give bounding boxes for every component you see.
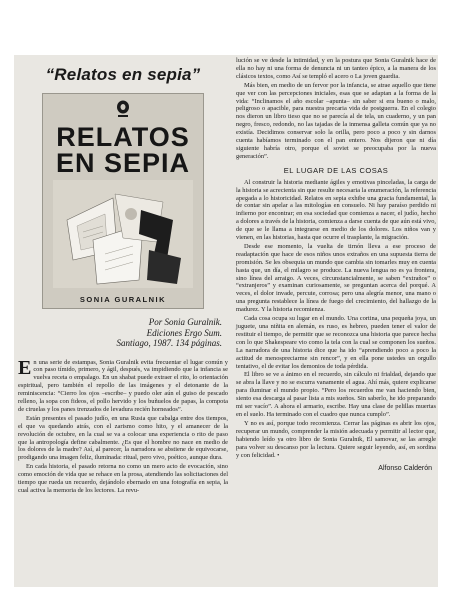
drop-cap: E [18, 356, 32, 379]
article-title: “Relatos en sepia” [45, 65, 201, 84]
paragraph: Más bien, en medio de un fervor por la infancia, se atrae aquello que tiene que ver con las percepciones iniciales, esas que se adaptan a la forma de la vida: “Inclinamos el año escolar –apunta– sin saber si era bueno o malo, peligroso o apacible, para nuestra precaria vida de postguerra. En el colegio nos dieron un libro tieso que no se parecía al de tela, un cuaderno, y un pan negro, fresco, redondo, no las tajadas de la inmensa galleta común que ya no existía. Decidimos conservar solo la orilla, pero poco a poco y sin darnos cuenta habíamos terminado con el pan entero. Nos dijeron que ni día siguiente habría otro, porque el soviet se preocupaba por la nueva generación”. [236, 81, 436, 160]
book-cover [42, 93, 204, 309]
author-signature: Alfonso Calderón [378, 465, 432, 473]
paragraph: Al construir la historia mediante ágiles y emotivas pinceladas, la carga de la historia se acrecienta sin que resulte necesaria la enumeración, la referencia apegada a lo historicidad. Relatos en sepia exhibe una gracia fundamental, la de contar sin apelar a las mitologías en consuelo. Ni hay paraíso perdido ni infierno por encontrar; en esa sociedad que comienza a nacer, el judío, hecho a dolores a través de la historia, comienza a darse cuenta de que aún está vivo, de que se le llama a integrarse en medio de los dolores. Los niños van y vienen, en las historias, hasta que ocurre el trasplante, la migración. [236, 178, 436, 242]
paragraph: En una serie de estampas, Sonia Guralnik evita frecuentar el lugar común y con paso tímido, primero, y ágil, después, va impidiendo que la infancia se vuelva receta o empalago. En un shabat puede extraer el rito, lo orientación espiritual, pero también el repollo de las imágenes y el detonante de la reminiscencia: “Cierro los ojos –escribe– y puedo oler aún el guiso de pescado relleno, la sopa con fideos, el pollo hervido y los buñuelos de papas, la compota de ciruelas y los panes trenzados de levadura recién horneados”. [18, 356, 228, 413]
paragraph: Desde ese momento, la vuelta de tirnón lleva a ese proceso de readaptación que hace de esos niños unos extraños en una supuesta tierra de promisión. Se les obsequia un mundo que cambia sin tomarles muy en cuenta hasta que, un día, el milagro se produce. La nueva lengua no es ya frontera, sino línea del arraigo. A veces, circunstancialmente, se saben “extraños” o “extranjeros” y examinan curiosamente, se preguntan acerca del porqué. A veces, el dolor invade, percute, corrosa; pero una alegría menor, una mano o una pregunta restablece la línea de fuego del crecimiento, del hallazgo de la madurez. Y la historia recomienza. [236, 242, 436, 314]
paragraph: lución se ve desde la intimidad, y en la postura que Sonia Guralnik hace de ella no hay ni una forma de denuncia ni un tanteo épico, a la manera de los clásicos textos, como Así se templó el acero o La joven guardia. [236, 57, 436, 80]
magazine-page [14, 55, 438, 587]
publisher-logo-icon [115, 100, 131, 120]
paragraph: Y no es así, porque todo recomienza. Cerrar las páginas es abrir los ojos, recuperar un mundo, comprender la misión adecuada y permitir al lector que, habiendo leído ya otro libro de Sonia Guralnik, El samovar, se las arregle para volver su descanso por la lectura. Quiere seguir leyendo, así, en sordina y con felicidad. • [236, 419, 436, 459]
paragraph: El libro se ve a ánimo en el recuerdo, sin cálculo ni frialdad, dejando que se abra la llave y no se escurra vanamente el agua. Ahí más, quiere explicarse para iluminar el mundo propio. “Pero los recuerdos me van haciendo bien, siento esa descarga al pasar lista a mis sueños. Sin saberlo, he ido preparando mi ser vacío”. A ahora el armario, escribe. Hay una clase de pelillas muertas en el suelo. Ha terminado con el cuadro que nunca cumplo”. [236, 371, 436, 418]
cover-title-line2: EN SEPIA [55, 148, 191, 178]
cover-author: SONIA GURALNIK [79, 295, 167, 304]
paragraph: Están presentes el pasado judío, en una Rusia que cabalga entre dos tiempos, el que va quedando atrás, con el zarismo como hito, y el amanecer de la revolución de octubre, en la cual se va a colocar una experiencia o rito de paso que la antropología define cabalmente. ¿Es que el hombre no nace en medio de los dolores de la madre? Así, al parecer, la narradora se abstiene de equivocarse, prodigando una imagen feliz, iluminada: ritual, pero vivo, poético, aunque dura. [18, 414, 228, 462]
section-heading: EL LUGAR DE LAS COSAS [283, 165, 389, 175]
book-credits [18, 317, 222, 349]
paragraph: Cada cosa ocupa su lugar en el mundo. Una cortina, una pequeña joya, un juguete, una niñita en alemán, es ruso, es hebreo, pueden tener el valor de restituir el tiempo, de permitir que se reconozca una historia que parece hecha con lo que Shakespeare vio como la tela con la cual se componen los sueños. La narradora de una historia dice que ha ido “aprendiendo poco a poco la actitud de menospreciarme sin rencor”, y en ella pone ustedes un orgullo tentativo, el de evitar los demonios de toda pérdida. [236, 315, 436, 370]
right-column [236, 57, 436, 472]
paragraph: En cada historia, el pasado retorna no como un mero acto de evocación, sino como emoción de vida que se rehace en la prosa, atendiendo las solicitaciones del tiempo que rueda un recuerdo, dejándolo ebernado en una fotografía en sepia, la cual activa la memoria de los lectores. La revu- [18, 463, 228, 494]
credits-publisher: Ediciones Ergo Sum. [146, 327, 222, 338]
right-body-text [236, 57, 436, 459]
credits-author: Por Sonia Guralnik. [148, 317, 222, 327]
credits-details: Santiago, 1987. 134 páginas. [116, 338, 222, 348]
left-column [18, 59, 228, 496]
cover-illustration [53, 180, 193, 288]
left-body-text [18, 356, 228, 495]
cover-title-line1: RELATOS [56, 122, 190, 152]
